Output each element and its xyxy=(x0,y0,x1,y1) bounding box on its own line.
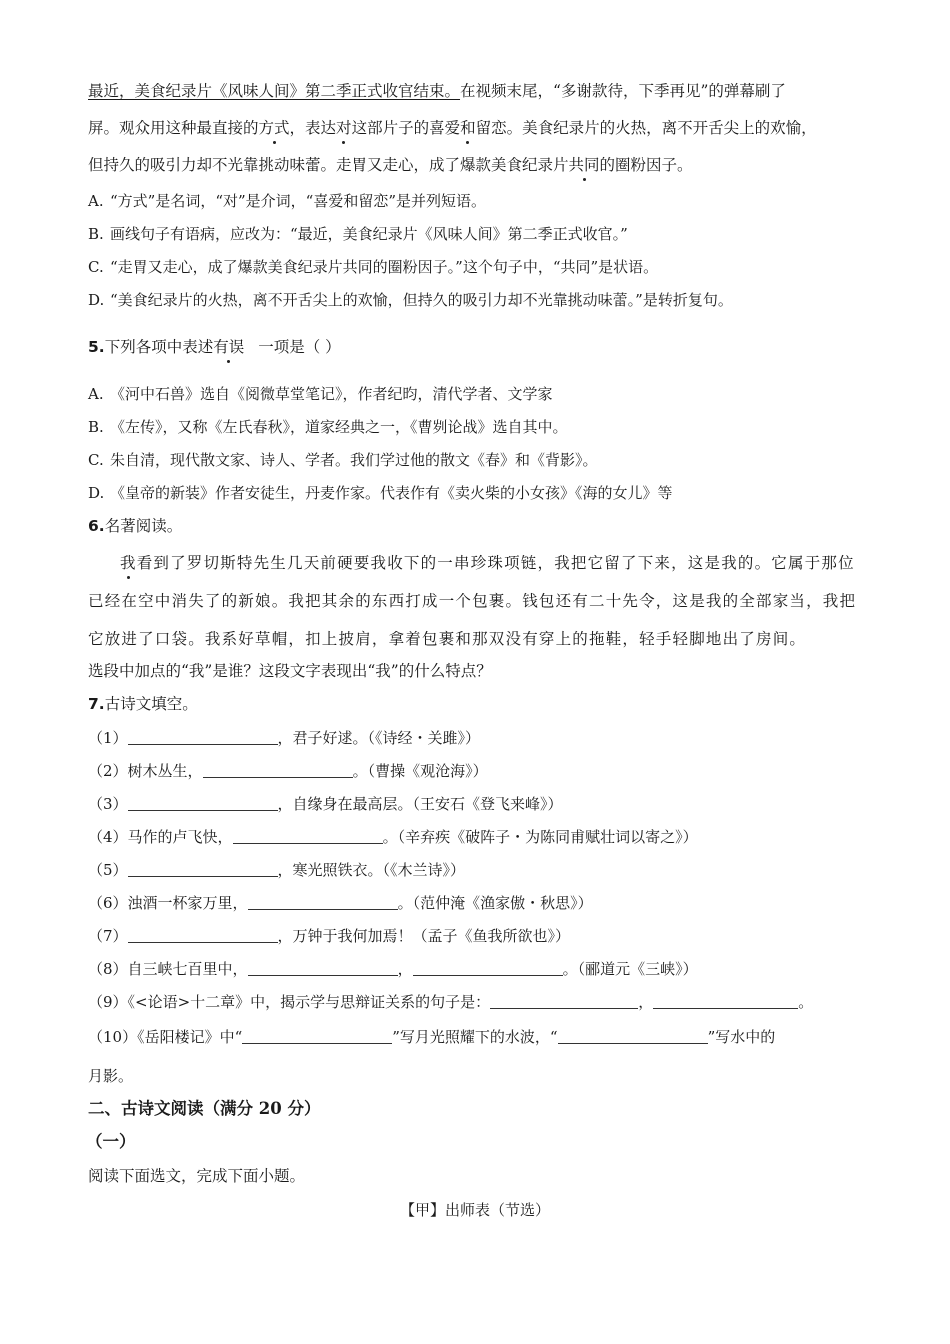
q7-item-2 xyxy=(88,761,488,781)
item-text: ，君子好逑。（《诗经・关雎》） xyxy=(277,729,481,747)
item-text: 。（辛弃疾《破阵子・为陈同甫赋壮词以寄之》） xyxy=(382,828,698,846)
item-number: （7） xyxy=(88,927,128,945)
item-text: 自三峡七百里中， xyxy=(127,960,248,978)
option-label: A. xyxy=(88,192,104,210)
q6-question xyxy=(88,661,492,681)
question-number: 7. xyxy=(88,695,105,713)
item-text: ，自缘身在最高层。（王安石《登飞来峰》） xyxy=(277,795,563,813)
option-label: D. xyxy=(88,291,105,309)
q4-passage-text: 。美食纪录片的火热，离不开舌尖上的欢愉， xyxy=(506,119,817,137)
item-text: ，寒光照铁衣。（《木兰诗》） xyxy=(277,861,466,879)
q4-passage-text: 屏。观众用这种最直接的 xyxy=(88,119,259,137)
item-text: 。 xyxy=(798,993,814,1011)
option-text: “走胃又走心，成了爆款美食纪录片共同的圈粉因子。”这个句子中，“共同”是状语。 xyxy=(110,258,659,276)
q6-excerpt-line-2 xyxy=(88,591,856,611)
item-text: 。（郦道元《三峡》） xyxy=(562,960,698,978)
excerpt-text: 已经在空中消失了的新娘。我把其余的东西打成一个包裹。钱包还有二十先令，这是我的全部家当，我把 xyxy=(88,592,857,610)
q7-item-8 xyxy=(88,959,698,979)
q7-item-10-continued xyxy=(88,1066,133,1086)
q4-passage-text: 这部片子的 xyxy=(351,119,430,137)
q4-passage-line-2 xyxy=(88,118,817,138)
dotted-word: 喜爱和留恋 xyxy=(429,119,507,137)
answer-blank[interactable] xyxy=(490,992,638,1009)
item-text: 树木丛生， xyxy=(127,762,203,780)
item-text: ”写水中的 xyxy=(707,1028,776,1046)
question-number: 5. xyxy=(88,338,105,356)
item-text: 。（曹操《观沧海》） xyxy=(352,762,488,780)
subsection-heading: （一） xyxy=(86,1132,136,1151)
item-number: （4） xyxy=(88,828,128,846)
item-text: 《<论语>十二章》中，揭示学与思辩证关系的句子是： xyxy=(127,993,491,1011)
q4-passage-line-1 xyxy=(88,81,786,101)
q5-stem xyxy=(88,337,341,357)
question-text: 下列各项中表述 xyxy=(104,338,214,356)
question-number: 6. xyxy=(88,517,105,535)
option-text: “美食纪录片的火热，离不开舌尖上的欢愉，但持久的吸引力却不光靠挑动味蕾。”是转折复句。 xyxy=(110,291,733,309)
item-number: （10） xyxy=(88,1028,138,1046)
option-text: 画线句子有语病，应改为：“最近，美食纪录片《风味人间》第二季正式收官。” xyxy=(110,225,628,243)
item-number: （5） xyxy=(88,861,128,879)
q4-option-b xyxy=(88,224,628,244)
q7-item-7 xyxy=(88,926,570,946)
item-number: （3） xyxy=(88,795,128,813)
dotted-word: 对 xyxy=(336,119,352,137)
item-text: 月影。 xyxy=(88,1067,134,1085)
answer-blank[interactable] xyxy=(242,1027,392,1044)
dotted-word: 我 xyxy=(120,554,137,572)
q4-passage-text: ，表达 xyxy=(289,119,337,137)
q7-stem xyxy=(88,694,198,714)
answer-blank[interactable] xyxy=(233,827,383,844)
item-number: （8） xyxy=(88,960,128,978)
dotted-word: 有误 xyxy=(213,338,245,356)
q4-passage-text: 但持久的吸引力却不光靠挑动味蕾。走胃又走心，成了爆款美食纪录片 xyxy=(88,156,569,174)
item-number: （1） xyxy=(88,729,128,747)
excerpt-text: 看到了罗切斯特先生几天前硬要我收下的一串珍珠项链，我把它留了下来，这是我的。它属于那位 xyxy=(136,554,855,572)
question-text: 名著阅读。 xyxy=(104,517,183,535)
underlined-sentence: 最近，美食纪录片《风味人间》第二季正式收官结束。 xyxy=(88,82,461,100)
item-number: （2） xyxy=(88,762,128,780)
q4-passage-text: 的圈粉因子。 xyxy=(599,156,693,174)
option-text: 《左传》，又称《左氏春秋》，道家经典之一，《曹刿论战》选自其中。 xyxy=(110,418,568,436)
option-text: 《皇帝的新装》作者安徒生，丹麦作家。代表作有《卖火柴的小女孩》《海的女儿》等 xyxy=(110,484,673,502)
dotted-word: 共同 xyxy=(568,156,600,174)
answer-blank[interactable] xyxy=(653,992,798,1009)
answer-blank[interactable] xyxy=(248,959,398,976)
q4-option-a xyxy=(88,191,486,211)
answer-blank[interactable] xyxy=(413,959,563,976)
option-label: D. xyxy=(88,484,105,502)
option-text: 《河中石兽》选自《阅微草堂笔记》，作者纪昀，清代学者、文学家 xyxy=(110,385,553,403)
question-text: 一项是（ ） xyxy=(258,338,341,356)
option-text: “方式”是名词，“对”是介词，“喜爱和留恋”是并列短语。 xyxy=(110,192,487,210)
item-number: （6） xyxy=(88,894,128,912)
option-label: C. xyxy=(88,451,104,469)
q6-excerpt-line-3 xyxy=(88,629,806,649)
q7-item-4 xyxy=(88,827,698,847)
q5-option-d xyxy=(88,483,673,503)
answer-blank[interactable] xyxy=(128,926,278,943)
option-text: 朱自清，现代散文家、诗人、学者。我们学过他的散文《春》和《背影》。 xyxy=(110,451,598,469)
answer-blank[interactable] xyxy=(203,761,353,778)
passage-title: 【甲】出师表（节选） xyxy=(399,1201,550,1219)
option-label: C. xyxy=(88,258,104,276)
question-text: 古诗文填空。 xyxy=(104,695,198,713)
answer-blank[interactable] xyxy=(128,728,278,745)
q7-item-9 xyxy=(88,992,813,1012)
q5-option-c xyxy=(88,450,598,470)
section-heading: 二、古诗文阅读（满分 20 分） xyxy=(88,1099,321,1118)
answer-blank[interactable] xyxy=(128,794,278,811)
q4-option-d xyxy=(88,290,733,310)
section-instruction: 阅读下面选文，完成下面小题。 xyxy=(88,1167,306,1185)
item-text: 马作的卢飞快， xyxy=(127,828,233,846)
q4-passage-line-3 xyxy=(88,155,693,175)
item-text: 浊酒一杯家万里， xyxy=(127,894,248,912)
answer-blank[interactable] xyxy=(128,860,278,877)
item-text: 。（范仲淹《渔家傲・秋思》） xyxy=(397,894,593,912)
q6-stem xyxy=(88,516,182,536)
item-text: ，万钟于我何加焉！（孟子《鱼我所欲也》） xyxy=(277,927,571,945)
answer-blank[interactable] xyxy=(558,1027,708,1044)
item-text: 《岳阳楼记》中“ xyxy=(137,1028,243,1046)
q7-item-10 xyxy=(88,1027,775,1047)
excerpt-text: 它放进了口袋。我系好草帽，扣上披肩，拿着包裹和那双没有穿上的拖鞋，轻手轻脚地出了房间。 xyxy=(88,630,807,648)
dotted-word: 方式 xyxy=(258,119,290,137)
q7-item-6 xyxy=(88,893,593,913)
item-text: ， xyxy=(397,960,413,978)
q4-passage-text: 在视频末尾，“多谢款待，下季再见”的弹幕刷了 xyxy=(460,82,786,100)
q4-option-c xyxy=(88,257,658,277)
option-label: B. xyxy=(88,225,104,243)
option-label: A. xyxy=(88,385,104,403)
q5-option-a xyxy=(88,384,553,404)
item-text: ”写月光照耀下的水波，“ xyxy=(392,1028,558,1046)
question-text: 选段中加点的“我”是谁？这段文字表现出“我”的什么特点？ xyxy=(88,662,492,680)
q6-excerpt-line-1 xyxy=(120,553,855,573)
q7-item-3 xyxy=(88,794,563,814)
q7-item-5 xyxy=(88,860,465,880)
option-label: B. xyxy=(88,418,104,436)
answer-blank[interactable] xyxy=(248,893,398,910)
q7-item-1 xyxy=(88,728,480,748)
q5-option-b xyxy=(88,417,568,437)
item-number: （9） xyxy=(88,993,128,1011)
item-text: ， xyxy=(638,993,654,1011)
